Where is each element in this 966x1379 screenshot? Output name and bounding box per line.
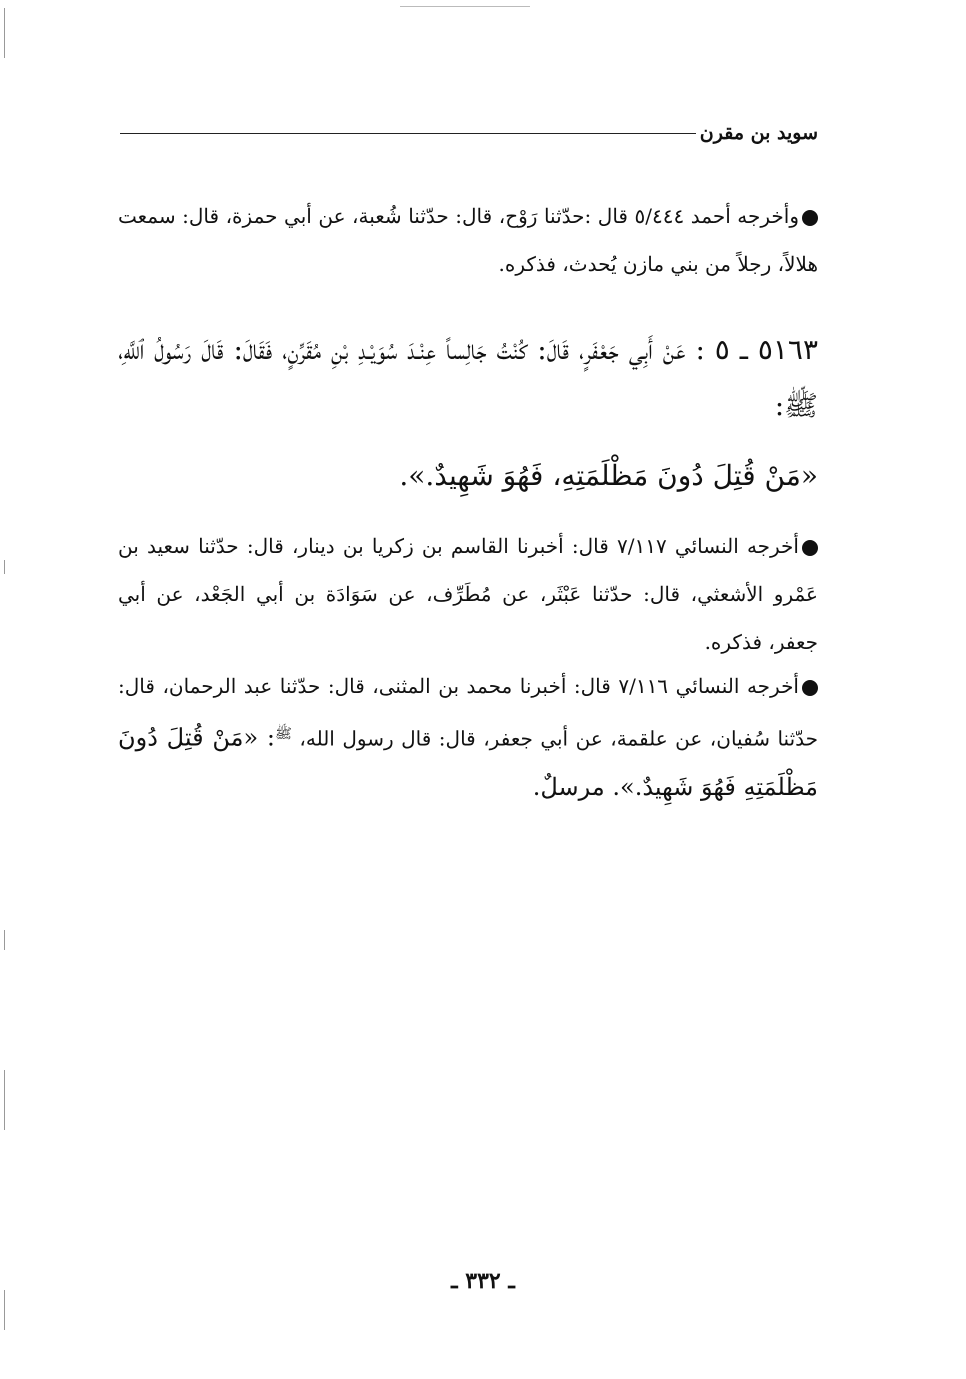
hadith-intro: ٥١٦٣ ـ ٥ : عَنْ أَبِي جَعْفَرٍ، قَالَ: كُنْتُ جَالِساً عِنْـدَ سُوَيْـدِ بْنِ مُقَرِّنٍ، فَقَالَ: قَالَ رَسُولُ ٱللَّهِ، ﷺ: bbox=[118, 333, 818, 422]
top-rule bbox=[400, 6, 530, 7]
hadith-matn: «مَنْ قُتِلَ دُونَ مَظْلَمَتِهِ، فَهُوَ شَهِيدٌ.». bbox=[399, 459, 818, 492]
page-number: ـ ٣٣٢ ـ bbox=[451, 1268, 515, 1294]
hadith-5163 bbox=[118, 322, 818, 434]
running-title: سويد بن مقرن bbox=[699, 122, 818, 144]
takhrij-tail: : «مَنْ قُتِلَ دُونَ مَظْلَمَتِهِ فَهُوَ شَهِيدٌ.». مرسلٌ. bbox=[118, 723, 818, 801]
bullet-icon bbox=[802, 210, 818, 226]
takhrij-nasai-116 bbox=[118, 662, 818, 812]
hadith-matn-block bbox=[118, 448, 818, 504]
bullet-icon bbox=[802, 680, 818, 696]
takhrij-nasai-117 bbox=[118, 522, 818, 666]
takhrij-text: أخرجه النسائي ٧/١١٧ قال: أخبرنا القاسم بن زكريا بن دينار، قال: حدّثنا سعيد بن عَمْرو الأشعثي، قال: حدّثنا عَبْثَر، عن مُطَرِّف، عن سَوَادَة بن أبي الجَعْد، عن أبي جعفر، فذكره. bbox=[118, 534, 818, 654]
scan-edge-marks bbox=[4, 0, 6, 1379]
note-ahmad bbox=[118, 192, 818, 288]
takhrij-text: أخرجه النسائي ٧/١١٦ قال: أخبرنا محمد بن المثنى، قال: حدّثنا عبد الرحمان، قال: حدّثنا سُفيان، عن علقمة، عن أبي جعفر، قال: قال رسول الله، bbox=[118, 674, 819, 751]
header-rule bbox=[120, 133, 696, 134]
note-text: وأخرجه أحمد ٥/٤٤٤ قال :حدّثنا رَوْح، قال: حدّثنا شُعبة، عن أبي حمزة، قال: سمعت هلالاً، رجلاً من بني مازن يُحدث، فذكره. bbox=[118, 204, 818, 276]
salla-glyph: ﷺ bbox=[274, 726, 292, 742]
bullet-icon bbox=[802, 540, 818, 556]
running-header bbox=[120, 118, 818, 148]
